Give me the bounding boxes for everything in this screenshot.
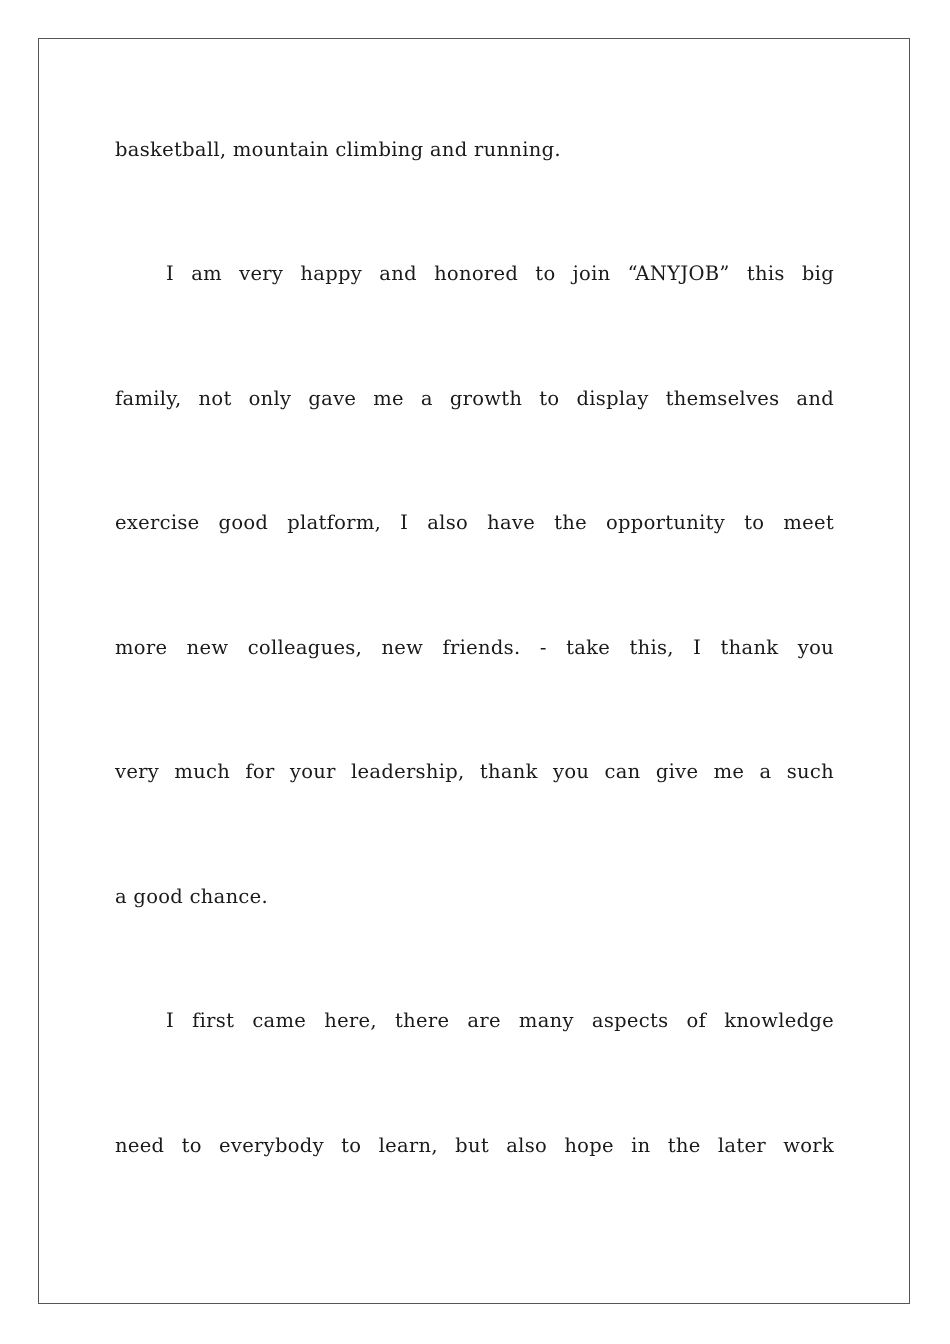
paragraph-line: a good chance. — [115, 885, 268, 908]
paragraph-line: need to everybody to learn, but also hope in the later work — [115, 1134, 834, 1157]
page-frame — [38, 38, 910, 1304]
paragraph-line: more new colleagues, new friends. - take this, I thank you — [115, 636, 834, 659]
paragraph-line: exercise good platform, I also have the opportunity to meet — [115, 511, 834, 534]
paragraph-line: family, not only gave me a growth to display themselves and — [115, 387, 834, 410]
paragraph-line: I first came here, there are many aspects of knowledge — [166, 1009, 834, 1032]
paragraph-line: I am very happy and honored to join “ANYJOB” this big — [166, 262, 834, 285]
paragraph-line: very much for your leadership, thank you can give me a such — [115, 760, 834, 783]
paragraph-line: basketball, mountain climbing and running. — [115, 138, 561, 161]
